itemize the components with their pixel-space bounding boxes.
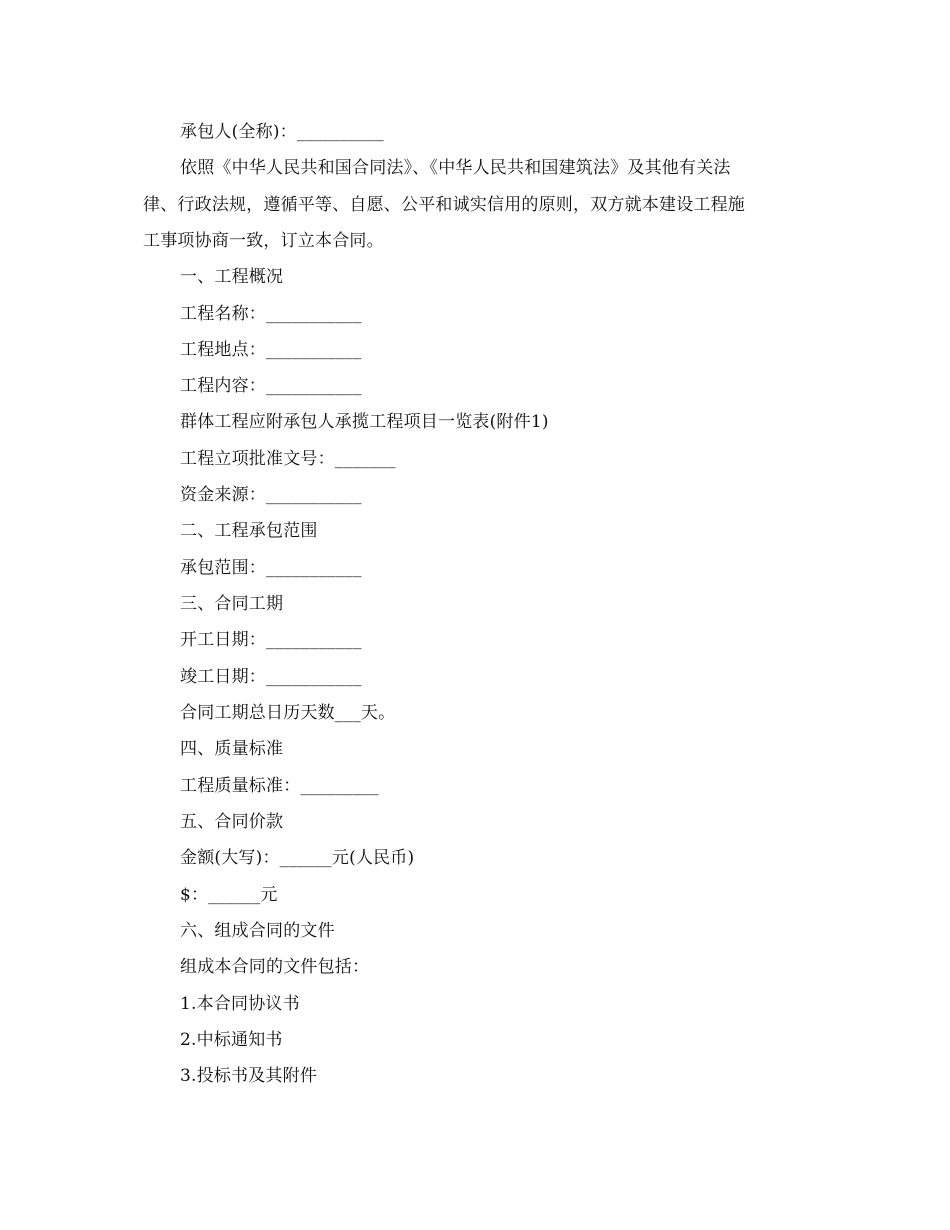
contract-document-item: 1.本合同协议书 [180,994,300,1014]
group-projects-note: 群体工程应附承包人承揽工程项目一览表(附件1) [180,412,549,432]
completion-date-field: 竣工日期：___________ [180,667,362,687]
quality-standard-field: 工程质量标准：_________ [180,776,379,796]
preamble-line-2: 律、行政法规，遵循平等、自愿、公平和诚实信用的原则，双方就本建设工程施 [143,195,745,215]
project-location-field: 工程地点：___________ [180,340,362,360]
approval-number-field: 工程立项批准文号：_______ [180,449,396,469]
preamble-line-1: 依照《中华人民共和国合同法》、《中华人民共和国建筑法》及其他有关法 [180,158,731,178]
section-heading-quality: 四、质量标准 [180,739,284,759]
preamble-line-3: 工事项协商一致，订立本合同。 [143,231,384,251]
section-heading-contract-period: 三、合同工期 [180,594,284,614]
section-heading-project-overview: 一、工程概况 [180,267,284,287]
project-content-field: 工程内容：___________ [180,376,362,396]
project-name-field: 工程名称：___________ [180,304,362,324]
section-heading-contract-documents: 六、组成合同的文件 [180,921,335,941]
section-heading-scope: 二、工程承包范围 [180,521,318,541]
amount-in-words-field: 金额(大写)：______元(人民币) [180,848,415,868]
scope-field: 承包范围：___________ [180,558,362,578]
total-days-field: 合同工期总日历天数___天。 [180,703,396,723]
contract-documents-intro: 组成本合同的文件包括： [180,957,370,977]
contract-document-item: 2.中标通知书 [180,1030,283,1050]
funding-source-field: 资金来源：___________ [180,485,362,505]
amount-in-figures-field: $：______元 [180,885,278,905]
section-heading-contract-price: 五、合同价款 [180,812,284,832]
contract-document-item: 3.投标书及其附件 [180,1066,318,1086]
contractor-full-name-field: 承包人(全称)：__________ [180,122,384,142]
start-date-field: 开工日期：___________ [180,630,362,650]
